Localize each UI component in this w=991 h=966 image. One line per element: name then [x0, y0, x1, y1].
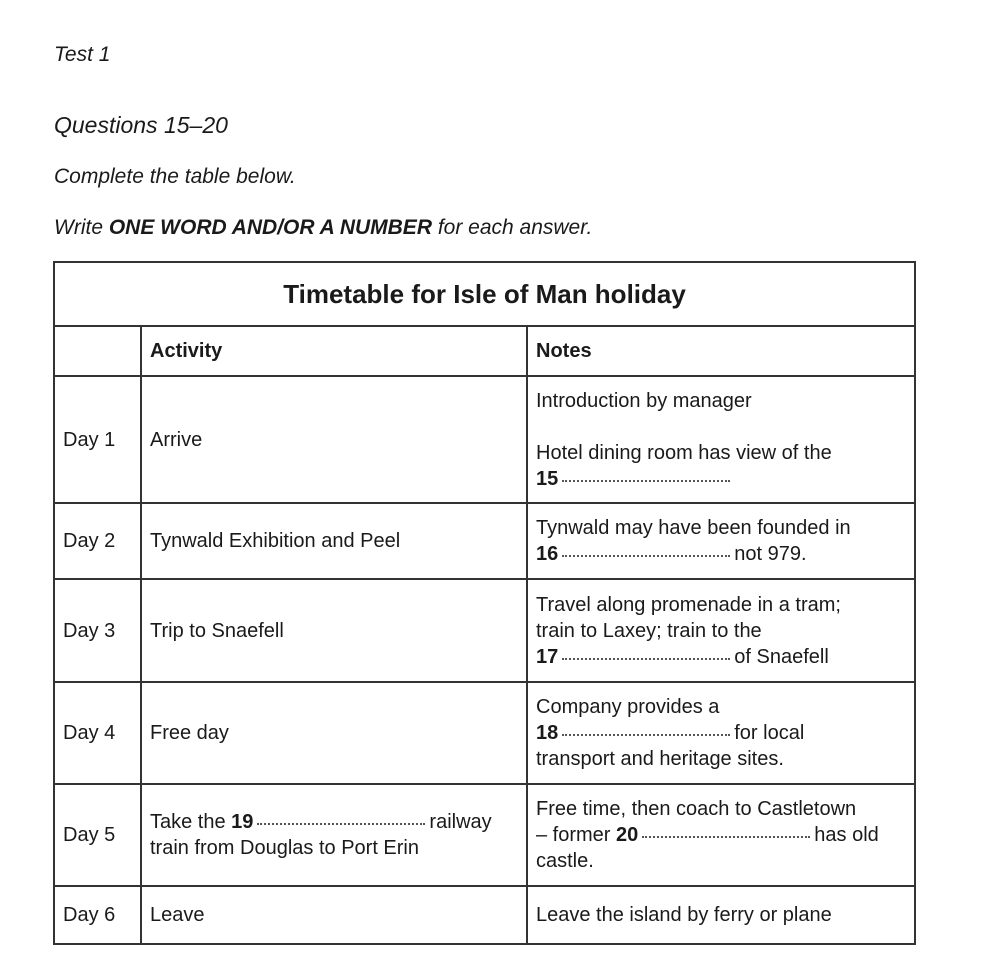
notes-cell [527, 682, 915, 784]
question-number-16: 16 [536, 543, 559, 565]
question-number-17: 17 [536, 645, 559, 668]
activity-suffix: railway [429, 811, 492, 833]
instruction-answer-format [54, 216, 592, 240]
answer-blank-18[interactable] [562, 733, 730, 736]
notes-line: Company provides a [536, 696, 720, 718]
notes-line: Hotel dining room has view of the [536, 441, 832, 464]
question-number-19: 19 [231, 811, 254, 833]
notes-cell [527, 503, 915, 579]
instruction-word-limit: ONE WORD AND/OR A NUMBER [108, 216, 432, 239]
questions-heading: Questions 15–20 [54, 112, 228, 138]
activity-line: train from Douglas to Port Erin [150, 837, 419, 859]
table-row-day-3 [54, 579, 915, 682]
activity-cell: Trip to Snaefell [141, 579, 527, 682]
table-row-day-2 [54, 503, 915, 579]
instruction-suffix: for each answer. [431, 216, 593, 239]
question-number-20: 20 [616, 824, 639, 846]
timetable-table [53, 261, 916, 945]
question-number-18: 18 [536, 722, 559, 744]
notes-line: train to Laxey; train to the [536, 619, 762, 642]
question-number-15: 15 [536, 467, 559, 490]
header-empty-cell [54, 326, 141, 376]
activity-cell: Arrive [141, 376, 527, 503]
answer-blank-19[interactable] [257, 822, 425, 825]
notes-line: castle. [536, 850, 594, 872]
answer-blank-17[interactable] [562, 657, 730, 660]
answer-blank-20[interactable] [642, 835, 810, 838]
day-label: Day 5 [54, 784, 141, 886]
table-row-day-6 [54, 886, 915, 944]
table-row-day-4 [54, 682, 915, 784]
table-title: Timetable for Isle of Man holiday [54, 262, 915, 326]
day-label: Day 1 [54, 376, 141, 503]
answer-blank-16[interactable] [562, 554, 730, 557]
notes-prefix: – former [536, 824, 611, 846]
notes-suffix: not 979. [734, 543, 807, 565]
notes-suffix: of Snaefell [734, 645, 829, 668]
notes-line: Travel along promenade in a tram; [536, 593, 841, 616]
activity-cell: Tynwald Exhibition and Peel [141, 503, 527, 579]
instruction-prefix: Write [54, 216, 109, 239]
table-row-day-1 [54, 376, 915, 503]
day-label: Day 6 [54, 886, 141, 944]
notes-suffix: has old [814, 824, 879, 846]
activity-cell [141, 784, 527, 886]
answer-blank-15[interactable] [562, 479, 730, 482]
test-label: Test 1 [54, 43, 111, 66]
notes-line: Free time, then coach to Castletown [536, 798, 857, 820]
activity-cell: Free day [141, 682, 527, 784]
notes-cell [527, 579, 915, 682]
notes-line: Introduction by manager [536, 389, 752, 412]
day-label: Day 2 [54, 503, 141, 579]
notes-cell: Leave the island by ferry or plane [527, 886, 915, 944]
activity-prefix: Take the [150, 811, 226, 833]
notes-cell [527, 784, 915, 886]
column-header-notes: Notes [527, 326, 915, 376]
day-label: Day 3 [54, 579, 141, 682]
notes-line: Tynwald may have been founded in [536, 517, 851, 539]
notes-suffix: for local [734, 722, 805, 744]
table-row-day-5 [54, 784, 915, 886]
notes-line: transport and heritage sites. [536, 748, 784, 770]
activity-cell: Leave [141, 886, 527, 944]
notes-cell [527, 376, 915, 503]
instruction-complete-table: Complete the table below. [54, 165, 296, 188]
day-label: Day 4 [54, 682, 141, 784]
column-header-activity: Activity [141, 326, 527, 376]
